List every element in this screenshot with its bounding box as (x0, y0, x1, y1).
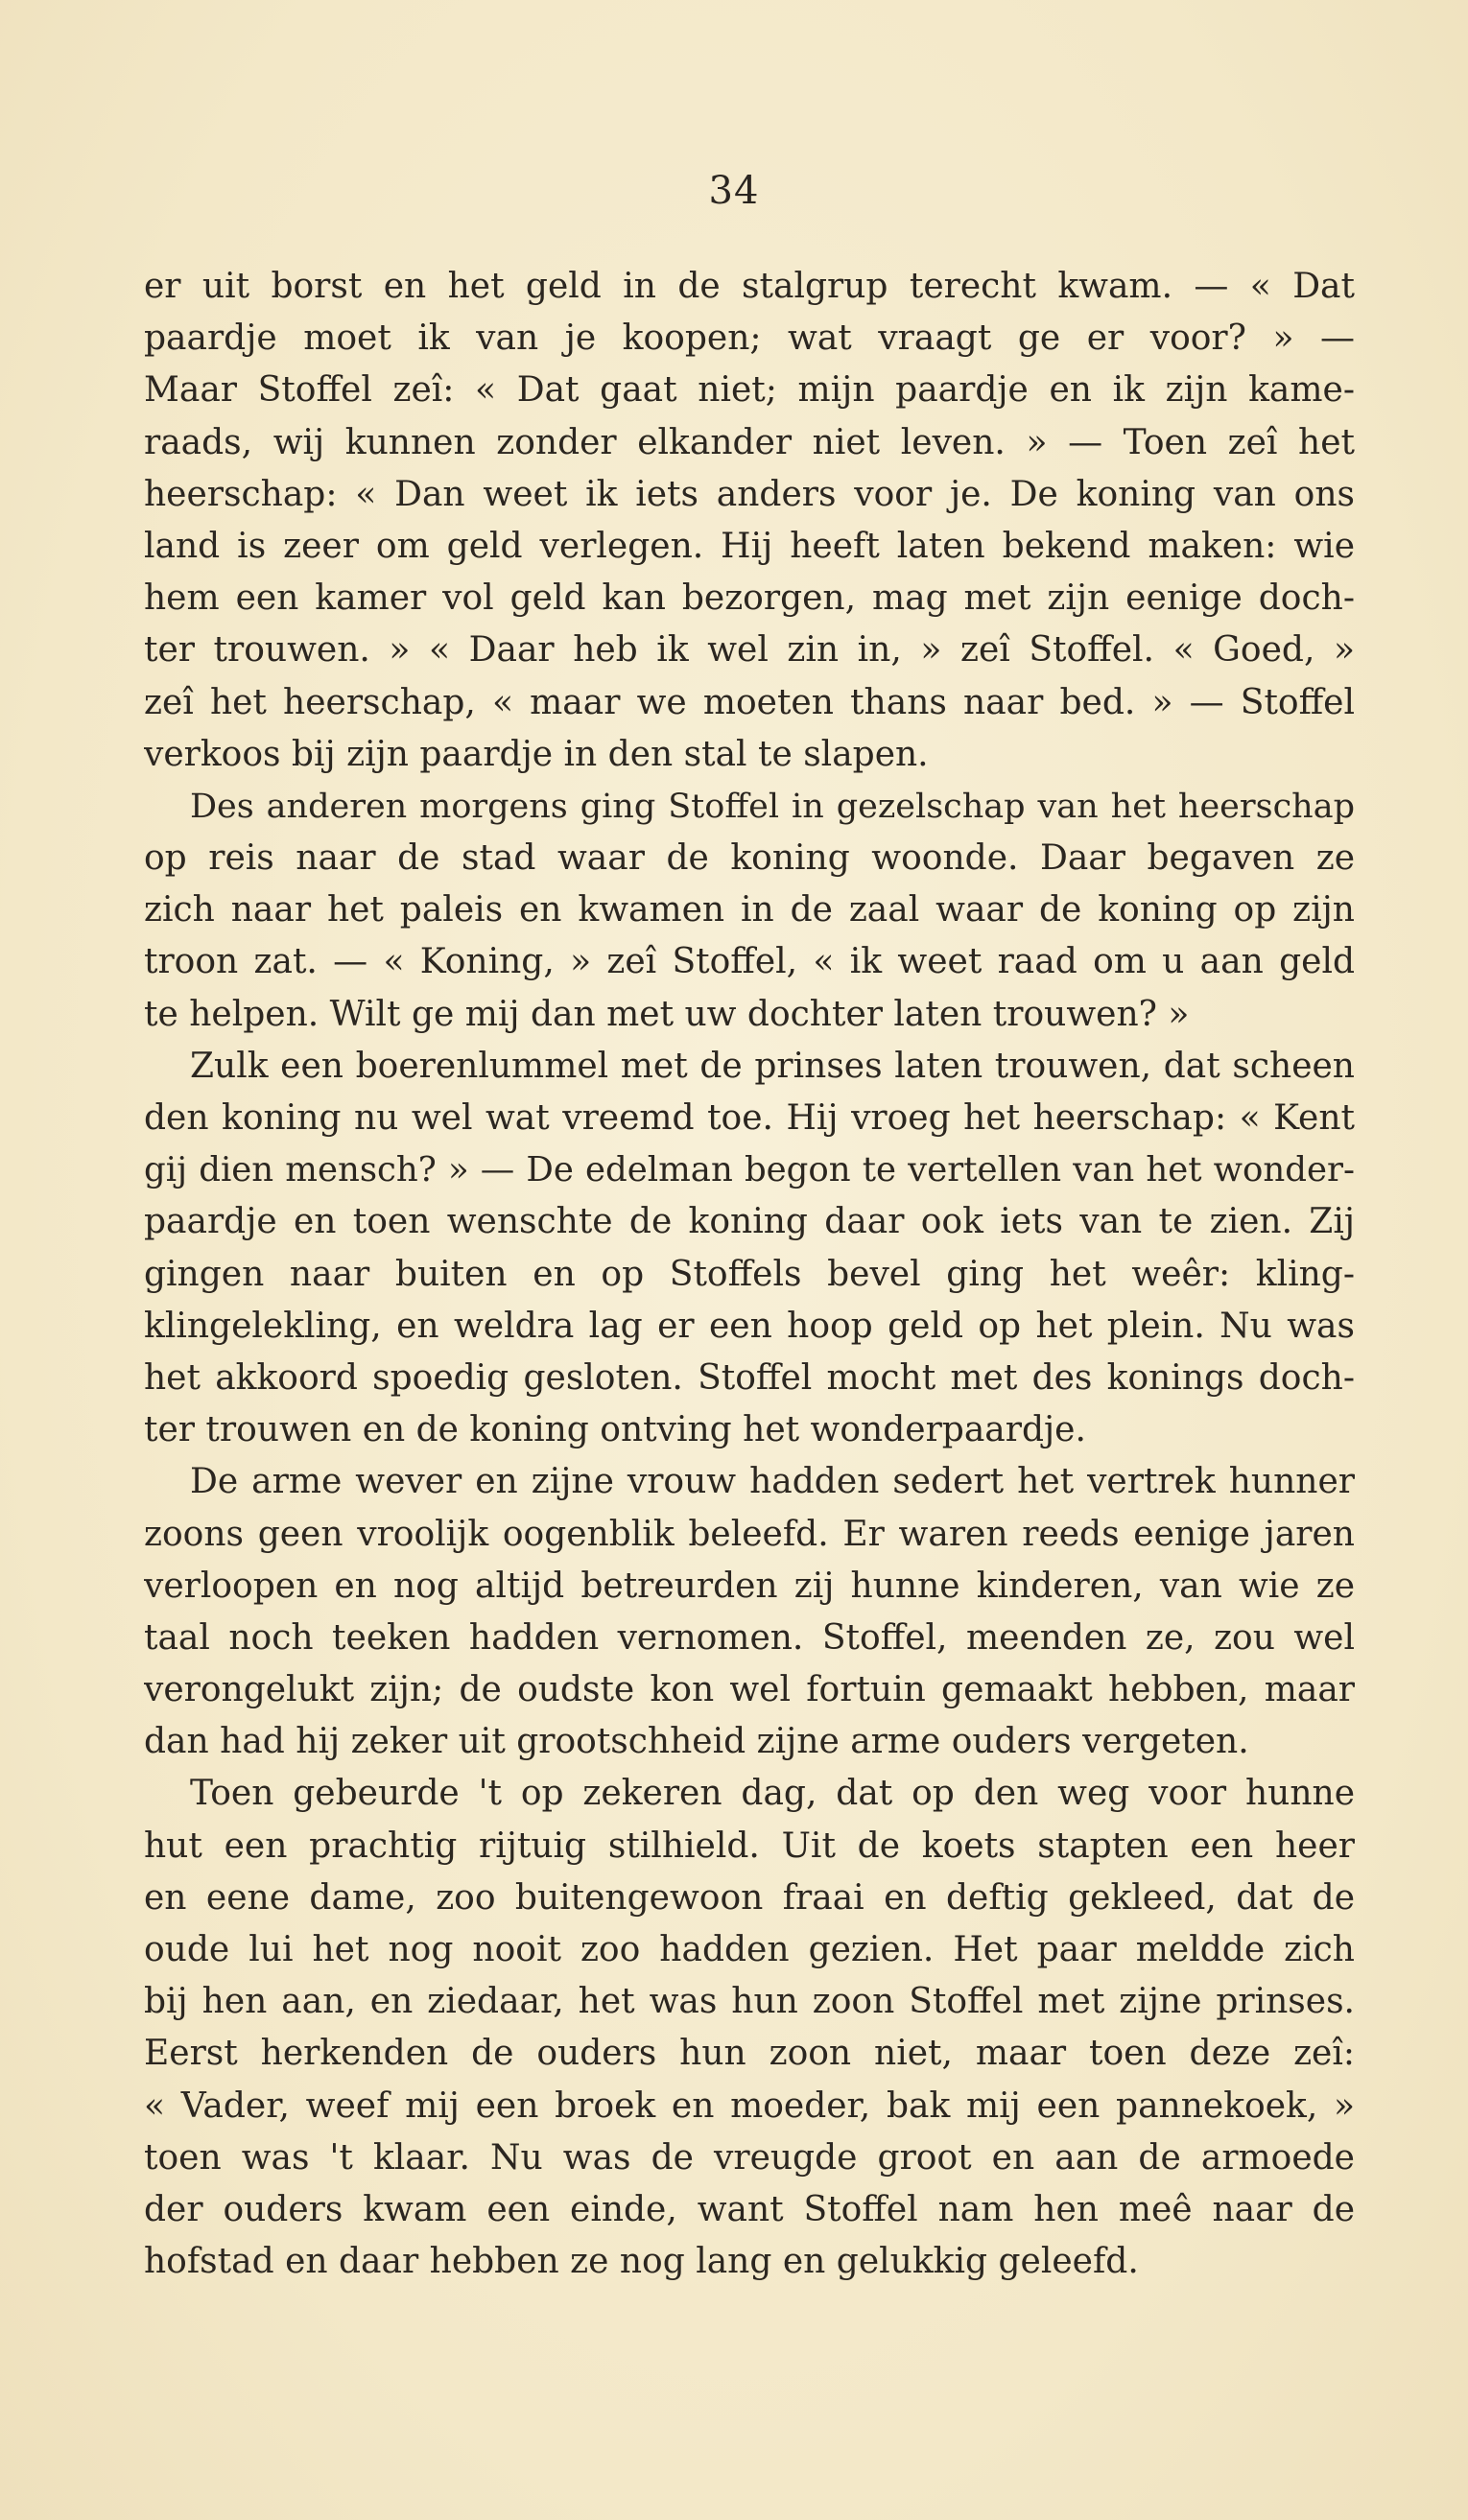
text-line: gingen naar buiten en op Stoffels bevel ging het weêr: kling- (144, 1254, 1355, 1294)
text-line: raads, wij kunnen zonder elkander niet leven. » — Toen zeî het (144, 422, 1355, 462)
text-line: zeî het heerschap, « maar we moeten thans naar bed. » — Stoffel (144, 682, 1355, 722)
text-line: den koning nu wel wat vreemd toe. Hij vroeg het heerschap: « Kent (144, 1098, 1355, 1138)
text-line: Maar Stoffel zeî: « Dat gaat niet; mijn paardje en ik zijn kame- (144, 370, 1355, 411)
text-line: oude lui het nog nooit zoo hadden gezien. Het paar meldde zich (144, 1930, 1355, 1969)
text-line: te helpen. Wilt ge mij dan met uw dochter laten trouwen? » (144, 994, 1190, 1034)
text-line: troon zat. — « Koning, » zeî Stoffel, « ik weet raad om u aan geld (144, 942, 1355, 982)
text-line: bij hen aan, en ziedaar, het was hun zoon Stoffel met zijne prinses. (144, 1982, 1355, 2022)
page-number: 34 (708, 169, 760, 213)
text-line: Toen gebeurde 't op zekeren dag, dat op den weg voor hunne (190, 1774, 1355, 1814)
text-line: verongelukt zijn; de oudste kon wel fortuin gemaakt hebben, maar (144, 1670, 1355, 1710)
text-line: ter trouwen en de koning ontving het wonderpaardje. (144, 1410, 1086, 1450)
text-line: verloopen en nog altijd betreurden zij hunne kinderen, van wie ze (144, 1566, 1355, 1606)
text-line: zoons geen vroolijk oogenblik beleefd. Er waren reeds eenige jaren (144, 1514, 1355, 1554)
text-line: paardje moet ik van je koopen; wat vraagt ge er voor? » — (144, 318, 1355, 359)
text-line: Eerst herkenden de ouders hun zoon niet, maar toen deze zeî: (144, 2034, 1355, 2074)
text-line: toen was 't klaar. Nu was de vreugde groot en aan de armoede (144, 2137, 1355, 2178)
text-line: hofstad en daar hebben ze nog lang en gelukkig geleefd. (144, 2242, 1139, 2282)
text-line: heerschap: « Dan weet ik iets anders voor je. De koning van ons (144, 474, 1355, 514)
body-text (144, 261, 1355, 2288)
text-line: Zulk een boerenlummel met de prinses laten trouwen, dat scheen (190, 1046, 1355, 1086)
text-line: hut een prachtig rijtuig stilhield. Uit de koets stapten een heer (144, 1825, 1355, 1866)
text-line: gij dien mensch? » — De edelman begon te vertellen van het wonder- (144, 1150, 1355, 1190)
text-line: en eene dame, zoo buitengewoon fraai en deftig gekleed, dat de (144, 1877, 1355, 1918)
text-line: « Vader, weef mij een broek en moeder, bak mij een pannekoek, » (144, 2085, 1355, 2126)
text-line: paardje en toen wenschte de koning daar ook iets van te zien. Zij (144, 1202, 1355, 1242)
text-line: verkoos bij zijn paardje in den stal te slapen. (144, 734, 929, 774)
text-line: op reis naar de stad waar de koning woonde. Daar begaven ze (144, 838, 1355, 879)
text-line: er uit borst en het geld in de stalgrup terecht kwam. — « Dat (144, 267, 1355, 306)
text-line: hem een kamer vol geld kan bezorgen, mag met zijn eenige doch- (144, 578, 1355, 619)
text-line: klingelekling, en weldra lag er een hoop geld op het plein. Nu was (144, 1306, 1355, 1346)
text-line: dan had hij zeker uit grootschheid zijne arme ouders vergeten. (144, 1722, 1249, 1762)
text-line: der ouders kwam een einde, want Stoffel nam hen meê naar de (144, 2189, 1355, 2229)
text-line: Des anderen morgens ging Stoffel in gezelschap van het heerschap (190, 787, 1355, 826)
text-line: het akkoord spoedig gesloten. Stoffel mocht met des konings doch- (144, 1357, 1355, 1398)
text-line: De arme wever en zijne vrouw hadden sedert het vertrek hunner (190, 1462, 1355, 1502)
text-line: taal noch teeken hadden vernomen. Stoffel, meenden ze, zou wel (144, 1617, 1355, 1658)
text-line: ter trouwen. » « Daar heb ik wel zin in, » zeî Stoffel. « Goed, » (144, 630, 1355, 671)
text-line: land is zeer om geld verlegen. Hij heeft laten bekend maken: wie (144, 526, 1355, 566)
text-line: zich naar het paleis en kwamen in de zaal waar de koning op zijn (144, 890, 1355, 930)
